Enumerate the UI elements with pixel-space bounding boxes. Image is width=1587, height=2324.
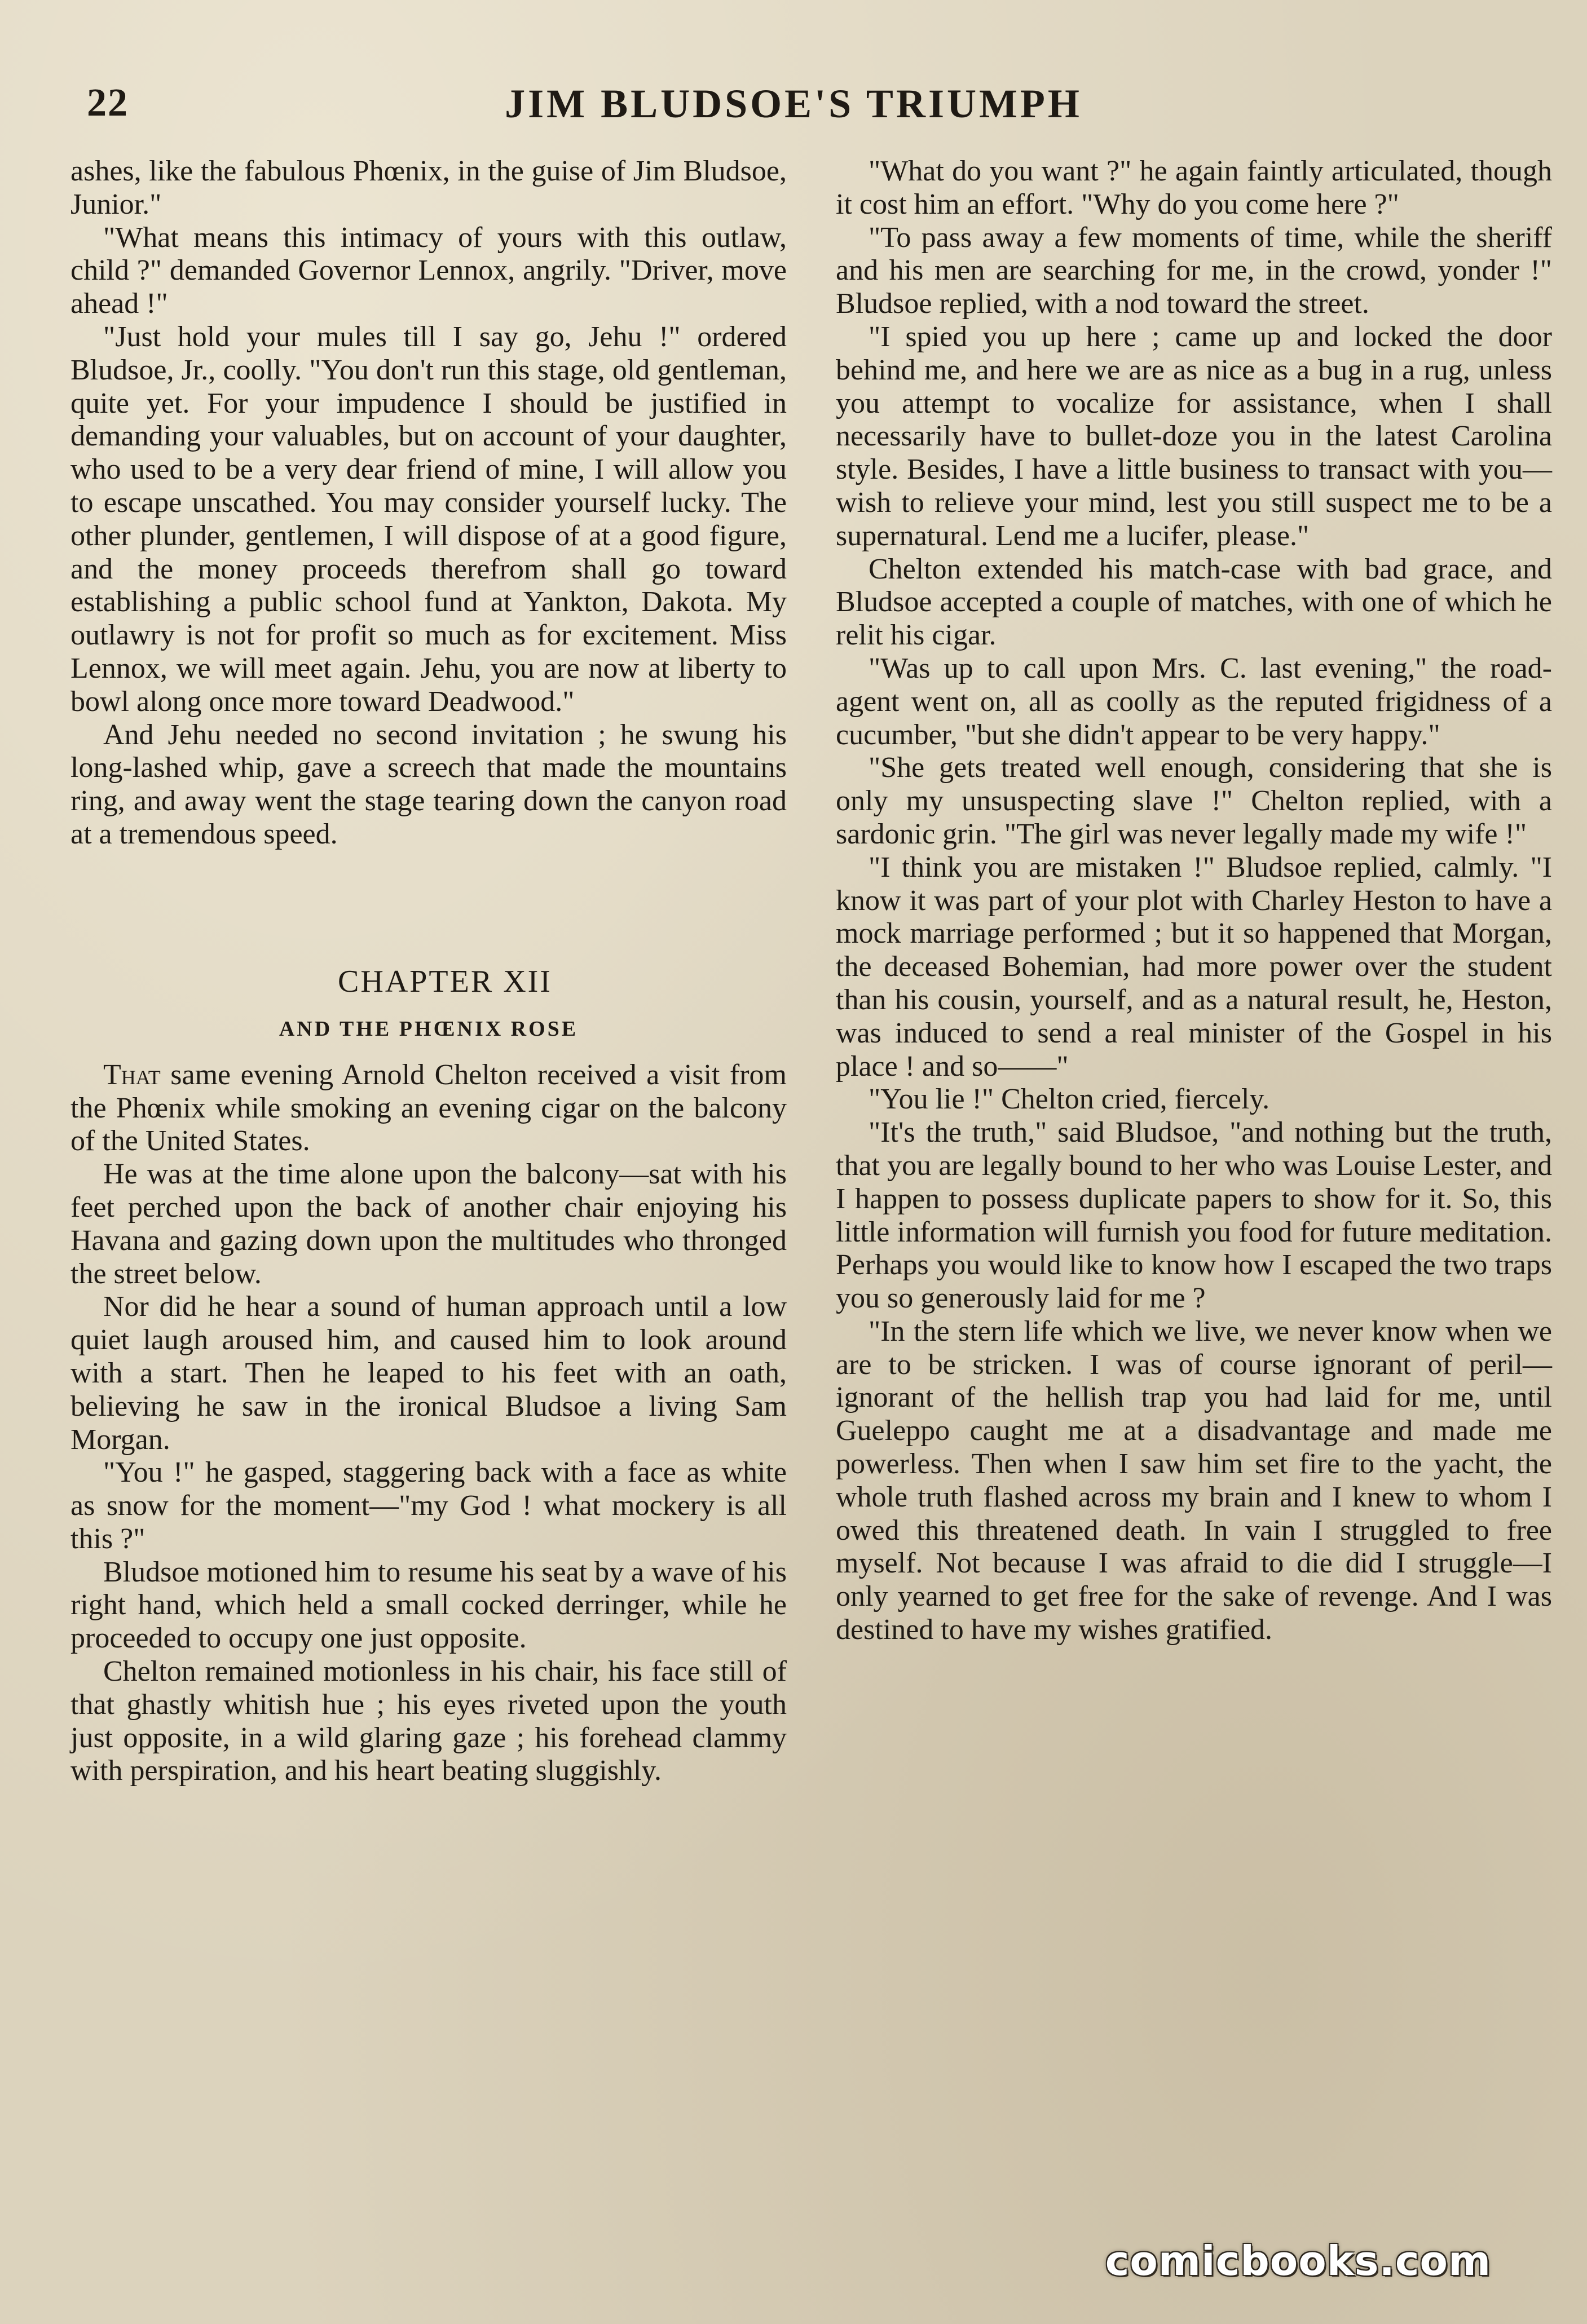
paragraph: "What means this intimacy of yours with this outlaw, child ?" demanded Governor Lennox, angrily. "Driver, move ahead !" <box>70 221 787 320</box>
paragraph: "In the stern life which we live, we never know when we are to be stricken. I was of course ignorant of peril—ignorant of the hellish trap you had laid for me, until Gueleppo caught me at a disadvantage and made me powerless. Then when I saw him set fire to the yacht, the whole truth flashed across my brain and I knew to whom I owed this threatened death. In vain I struggled to free myself. Not because I was afraid to die did I struggle—I only yearned to get free for the sake of revenge. And I was destined to have my wishes gratified. <box>836 1315 1552 1646</box>
paragraph: "What do you want ?" he again faintly articulated, though it cost him an effort. "Why do you come here ?" <box>836 155 1552 220</box>
right-column <box>836 155 1552 1647</box>
running-title: JIM BLUDSOE'S TRIUMPH <box>505 81 1082 126</box>
paragraph: Bludsoe motioned him to resume his seat by a wave of his right hand, which held a small cocked derringer, while he proceeded to occupy one just opposite. <box>70 1556 787 1655</box>
paragraph: "It's the truth," said Bludsoe, "and nothing but the truth, that you are legally bound to her who was Louise Lester, and I happen to possess duplicate papers to show for it. So, this little information will furnish you food for future meditation. Perhaps you would like to know how I escaped the two traps you so generously laid for me ? <box>836 1116 1552 1315</box>
paragraph: "You !" he gasped, staggering back with a face as white as snow for the moment—"my God ! what mockery is all this ?" <box>70 1456 787 1555</box>
paragraph: Chelton extended his match-case with bad grace, and Bludsoe accepted a couple of matches, with one of which he relit his cigar. <box>836 553 1552 652</box>
chapter-opening-paragraph <box>70 1059 787 1158</box>
paragraph: "I spied you up here ; came up and locked the door behind me, and here we are as nice as a bug in a rug, unless you attempt to vocalize for assistance, when I shall necessarily have to bullet-doze you in the latest Carolina style. Besides, I have a little business to transact with you—wish to relieve your mind, lest you still suspect me to be a supernatural. Lend me a lucifer, please." <box>836 320 1552 552</box>
paragraph: "Just hold your mules till I say go, Jehu !" ordered Bludsoe, Jr., coolly. "You don't run this stage, old gentleman, quite yet. For your impudence I should be justified in demanding your valuables, but on account of your daughter, who used to be a very dear friend of mine, I will allow you to escape unscathed. You may consider yourself lucky. The other plunder, gentlemen, I will dispose of at a good figure, and the money proceeds therefrom shall go toward establishing a public school fund at Yankton, Dakota. My outlawry is not for profit so much as for excitement. Miss Lennox, we will meet again. Jehu, you are now at liberty to bowl along once more toward Deadwood." <box>70 320 787 718</box>
chapter-subtitle: AND THE PHŒNIX ROSE <box>279 1017 579 1041</box>
opening-text: same evening Arnold Chelton received a visit from the Phœnix while smoking an evening cigar on the balcony of the United States. <box>70 1058 787 1157</box>
paragraph: "Was up to call upon Mrs. C. last evening," the road-agent went on, all as coolly as the reputed frigidness of a cucumber, "but she didn't appear to be very happy." <box>836 652 1552 751</box>
chapter-title: CHAPTER XII <box>338 964 552 999</box>
chapter-heading <box>70 962 787 1043</box>
paragraph: ashes, like the fabulous Phœnix, in the guise of Jim Bludsoe, Junior." <box>70 155 787 220</box>
paragraph: "To pass away a few moments of time, while the sheriff and his men are searching for me, in the crowd, yonder !" Bludsoe replied, with a nod toward the street. <box>836 221 1552 320</box>
paragraph: Chelton remained motionless in his chair, his face still of that ghastly whitish hue ; his eyes riveted upon the youth just opposite, in a wild glaring gaze ; his forehead clammy with perspiration, and his heart beating sluggishly. <box>70 1655 787 1787</box>
paragraph: "She gets treated well enough, considering that she is only my unsuspecting slave !" Chelton replied, with a sardonic grin. "The girl was never legally made my wife !" <box>836 752 1552 850</box>
opening-word: That <box>103 1058 161 1091</box>
page-header <box>79 76 1508 138</box>
paragraph: He was at the time alone upon the balcony—sat with his feet perched upon the back of another chair enjoying his Havana and gazing down upon the multitudes who thronged the street below. <box>70 1158 787 1290</box>
page-number: 22 <box>87 81 129 125</box>
watermark: comicbooks.com <box>1105 2237 1491 2285</box>
paragraph: "You lie !" Chelton cried, fiercely. <box>869 1083 1270 1116</box>
paragraph: And Jehu needed no second invitation ; he swung his long-lashed whip, gave a screech that made the mountains ring, and away went the stage tearing down the canyon road at a tremendous speed. <box>70 718 787 850</box>
paragraph: "I think you are mistaken !" Bludsoe replied, calmly. "I know it was part of your plot with Charley Heston to have a mock marriage performed ; but it so happened that Morgan, the deceased Bohemian, had more power over the student than his cousin, yourself, and as a natural result, he, Heston, was induced to send a real minister of the Gospel in his place ! and so——" <box>836 851 1552 1083</box>
left-column <box>70 155 787 1788</box>
paragraph: Nor did he hear a sound of human approach until a low quiet laugh aroused him, and caused him to look around with a start. Then he leaped to his feet with an oath, believing he saw in the ironical Bludsoe a living Sam Morgan. <box>70 1291 787 1456</box>
